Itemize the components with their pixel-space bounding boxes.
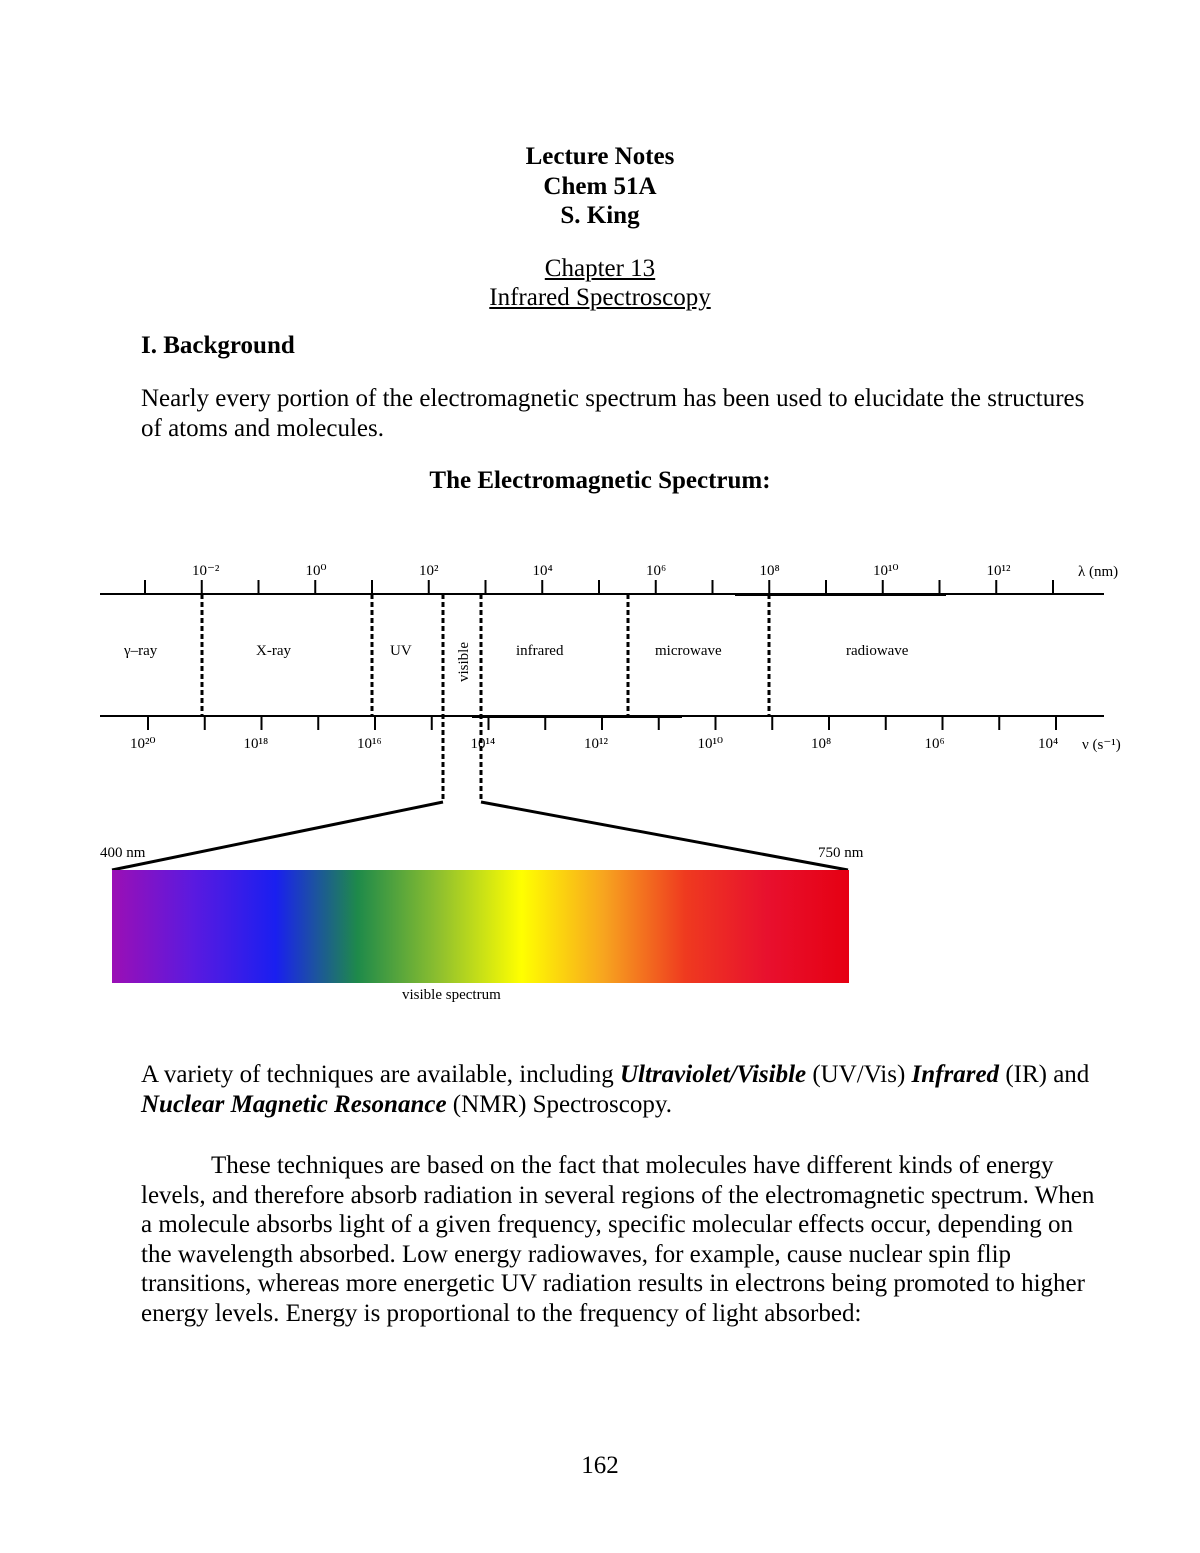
header-line-1: Lecture Notes <box>525 143 675 170</box>
region-label-visible: visible <box>456 642 472 682</box>
frequency-tick-label: 10⁸ <box>811 736 832 752</box>
page-number: 162 <box>581 1452 619 1479</box>
uvvis-term: Ultraviolet/Visible <box>620 1061 807 1088</box>
region-label: infrared <box>516 643 564 659</box>
wavelength-tick-label: 10⁰ <box>305 563 327 579</box>
region-label: X-ray <box>256 643 291 659</box>
techniques-text <box>141 1060 1101 1119</box>
frequency-tick-label: 10⁴ <box>1038 736 1059 752</box>
frequency-tick-label: 10¹² <box>584 736 608 752</box>
wavelength-unit-label: λ (nm) <box>1078 564 1119 580</box>
wavelength-tick-label: 10⁻² <box>192 563 220 579</box>
header-line-2: Chem 51A <box>543 173 657 200</box>
techniques-mid2: (IR) and <box>999 1061 1090 1088</box>
region-label: microwave <box>655 643 722 659</box>
funnel-line-right <box>481 802 848 870</box>
body-paragraph <box>141 1151 1101 1328</box>
header-line-3: S. King <box>560 202 640 229</box>
techniques-post: (NMR) Spectroscopy. <box>446 1090 672 1118</box>
wavelength-tick-label: 10⁴ <box>532 563 553 579</box>
wavelength-tick-label: 10² <box>419 563 439 579</box>
techniques-paragraph <box>141 1060 1101 1119</box>
frequency-tick-label: 10¹⁰ <box>697 736 724 752</box>
figure-title: The Electromagnetic Spectrum: <box>429 467 771 494</box>
visible-spectrum-label: visible spectrum <box>402 987 501 1003</box>
frequency-unit-label: ν (s⁻¹) <box>1082 737 1121 753</box>
chapter-title: Infrared Spectroscopy <box>489 284 711 311</box>
visible-start-label: 400 nm <box>100 845 146 861</box>
frequency-tick-label: 10¹⁸ <box>243 736 269 752</box>
funnel-line-left <box>112 802 443 870</box>
region-label: radiowave <box>846 643 909 659</box>
techniques-pre: A variety of techniques are available, including <box>141 1061 620 1088</box>
wavelength-tick-label: 10⁸ <box>759 563 780 579</box>
frequency-tick-label: 10¹⁶ <box>357 736 382 752</box>
frequency-tick-label: 10²⁰ <box>130 736 156 752</box>
spectrum-diagram <box>100 563 1121 1003</box>
frequency-tick-label: 10¹⁴ <box>470 736 496 752</box>
chapter-number: Chapter 13 <box>544 255 656 282</box>
wavelength-tick-label: 10¹² <box>986 563 1011 579</box>
body-text: These techniques are based on the fact that molecules have different kinds of energy levels, and therefore absorb radiation in several regions of the electromagnetic spectrum. When a molecule absorbs light of a given frequency, specific molecular effects occur, depending on the wavelength absorbed. Low energy radiowaves, for example, cause nuclear spin flip transitions, whereas more energetic UV radiation results in electrons being promoted to higher energy levels. Energy is proportional to the frequency of light absorbed: <box>141 1152 1095 1327</box>
region-label: γ–ray <box>124 643 158 659</box>
visible-spectrum-bar <box>112 870 849 983</box>
ir-term: Infrared <box>911 1061 1000 1088</box>
wavelength-tick-label: 10¹⁰ <box>873 563 899 579</box>
section-heading: I. Background <box>141 332 295 359</box>
frequency-tick-label: 10⁶ <box>924 736 945 752</box>
nmr-term: Nuclear Magnetic Resonance <box>141 1090 447 1118</box>
techniques-mid1: (UV/Vis) <box>806 1061 912 1088</box>
wavelength-tick-label: 10⁶ <box>646 563 667 579</box>
visible-end-label: 750 nm <box>818 845 864 861</box>
region-label: UV <box>390 643 412 659</box>
intro-text: Nearly every portion of the electromagnetic spectrum has been used to elucidate the structures of atoms and molecules. <box>141 385 1085 442</box>
